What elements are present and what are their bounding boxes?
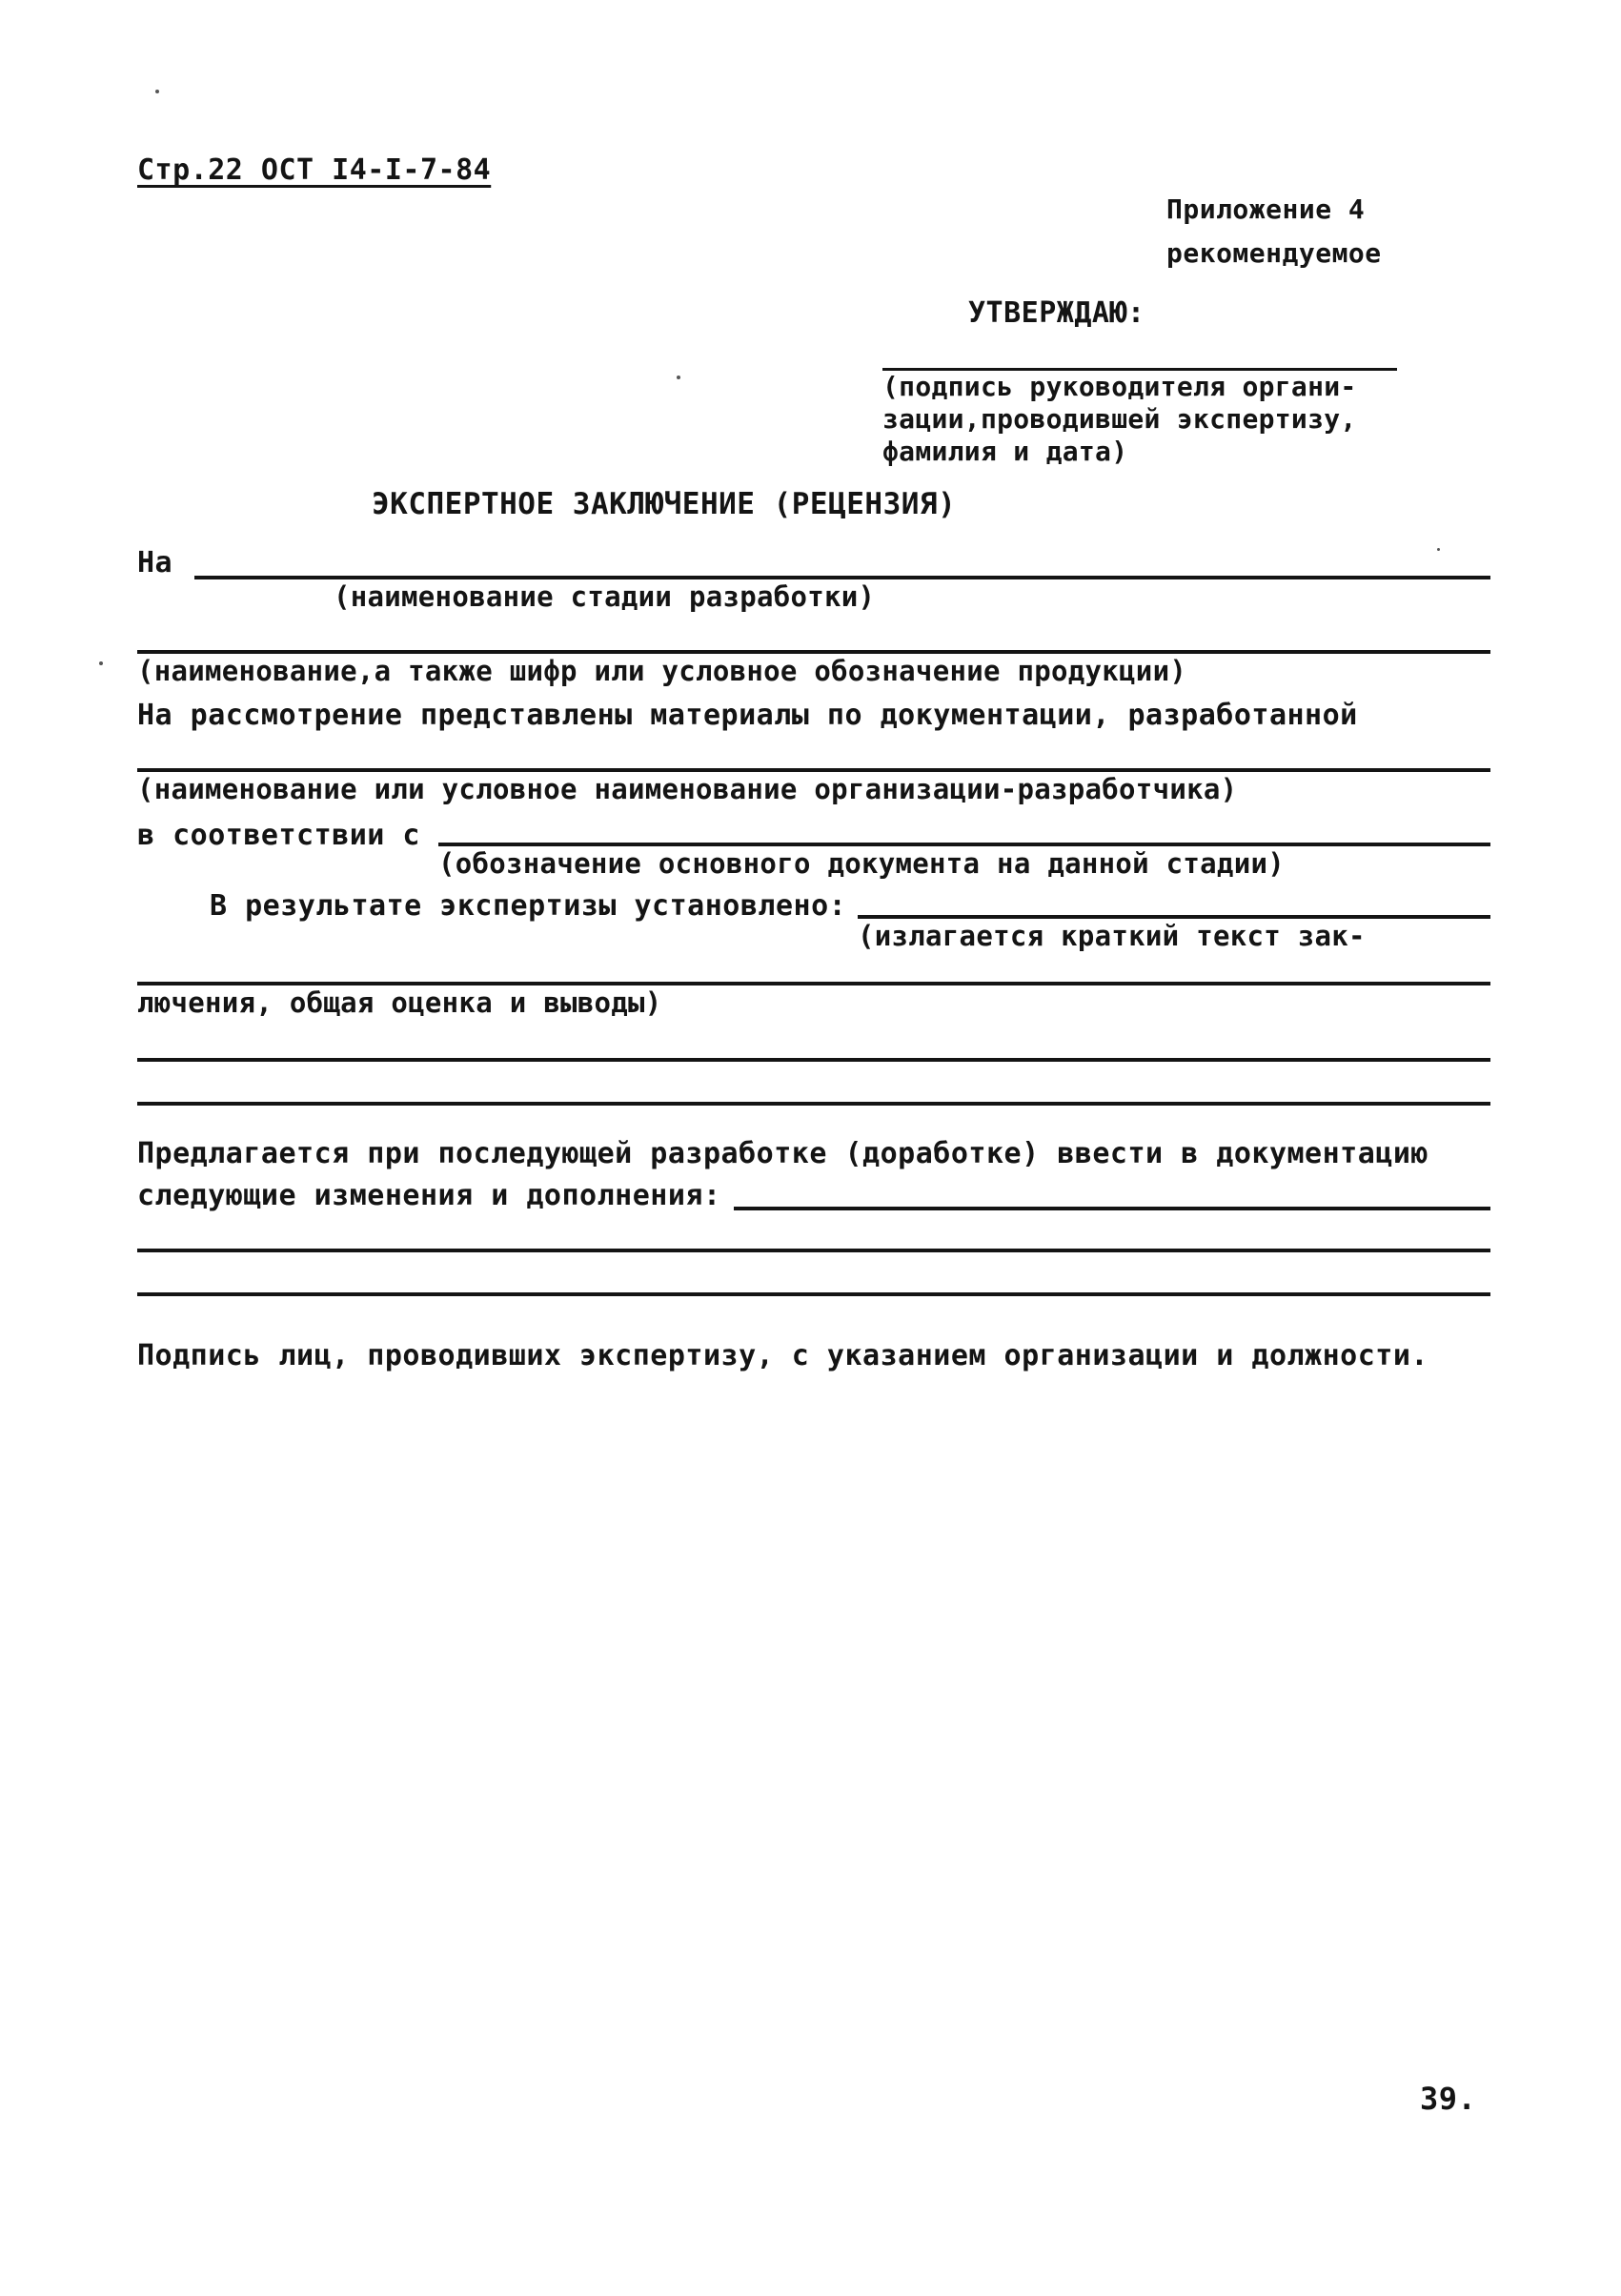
scan-speck bbox=[677, 376, 680, 379]
appendix-status: рекомендуемое bbox=[1166, 237, 1382, 269]
developer-fill-line bbox=[137, 768, 1490, 772]
stage-caption: (наименование стадии разработки) bbox=[334, 580, 876, 613]
document-title: ЭКСПЕРТНОЕ ЗАКЛЮЧЕНИЕ (РЕЦЕНЗИЯ) bbox=[372, 487, 957, 521]
conclusion-caption-1: (излагается краткий текст зак- bbox=[858, 920, 1366, 952]
page-reference: Стр.22 ОСТ I4-I-7-84 bbox=[137, 153, 492, 187]
blank-line bbox=[137, 1058, 1490, 1062]
approval-signature-caption-2: зации,проводившей экспертизу, bbox=[882, 403, 1357, 435]
basic-doc-caption: (обозначение основного документа на данной стадии) bbox=[438, 847, 1285, 880]
conclusion-fill-line-2 bbox=[137, 982, 1490, 985]
page-number: 39. bbox=[1420, 2081, 1477, 2117]
scan-speck bbox=[99, 661, 103, 665]
product-caption: (наименование,а также шифр или условное обозначение продукции) bbox=[137, 655, 1187, 687]
appendix-label: Приложение 4 bbox=[1166, 193, 1366, 225]
blank-line bbox=[137, 1249, 1490, 1252]
conclusion-caption-2: лючения, общая оценка и выводы) bbox=[137, 986, 662, 1019]
approval-label: УТВЕРЖДАЮ: bbox=[968, 296, 1145, 330]
scan-speck bbox=[1437, 548, 1440, 551]
proposal-fill-line bbox=[734, 1207, 1490, 1210]
product-fill-line bbox=[137, 650, 1490, 654]
accordance-label: в соответствии с bbox=[137, 819, 420, 852]
result-label: В результате экспертизы установлено: bbox=[210, 889, 847, 923]
proposal-line-2: следующие изменения и дополнения: bbox=[137, 1179, 721, 1212]
on-label: На bbox=[137, 546, 173, 579]
developer-caption: (наименование или условное наименование организации-разработчика) bbox=[137, 773, 1238, 805]
approval-signature-caption-3: фамилия и дата) bbox=[882, 436, 1128, 467]
stage-fill-line bbox=[194, 576, 1490, 579]
blank-line bbox=[137, 1292, 1490, 1296]
conclusion-fill-line bbox=[858, 915, 1490, 919]
basic-doc-fill-line bbox=[438, 843, 1490, 846]
approval-signature-caption-1: (подпись руководителя органи- bbox=[882, 371, 1357, 402]
scan-speck bbox=[155, 90, 159, 93]
signature-note: Подпись лиц, проводивших экспертизу, с указанием организации и должности. bbox=[137, 1339, 1429, 1372]
blank-line bbox=[137, 1102, 1490, 1106]
materials-text: На рассмотрение представлены материалы по документации, разработанной bbox=[137, 699, 1358, 732]
proposal-line-1: Предлагается при последующей разработке (доработке) ввести в документацию bbox=[137, 1137, 1429, 1170]
